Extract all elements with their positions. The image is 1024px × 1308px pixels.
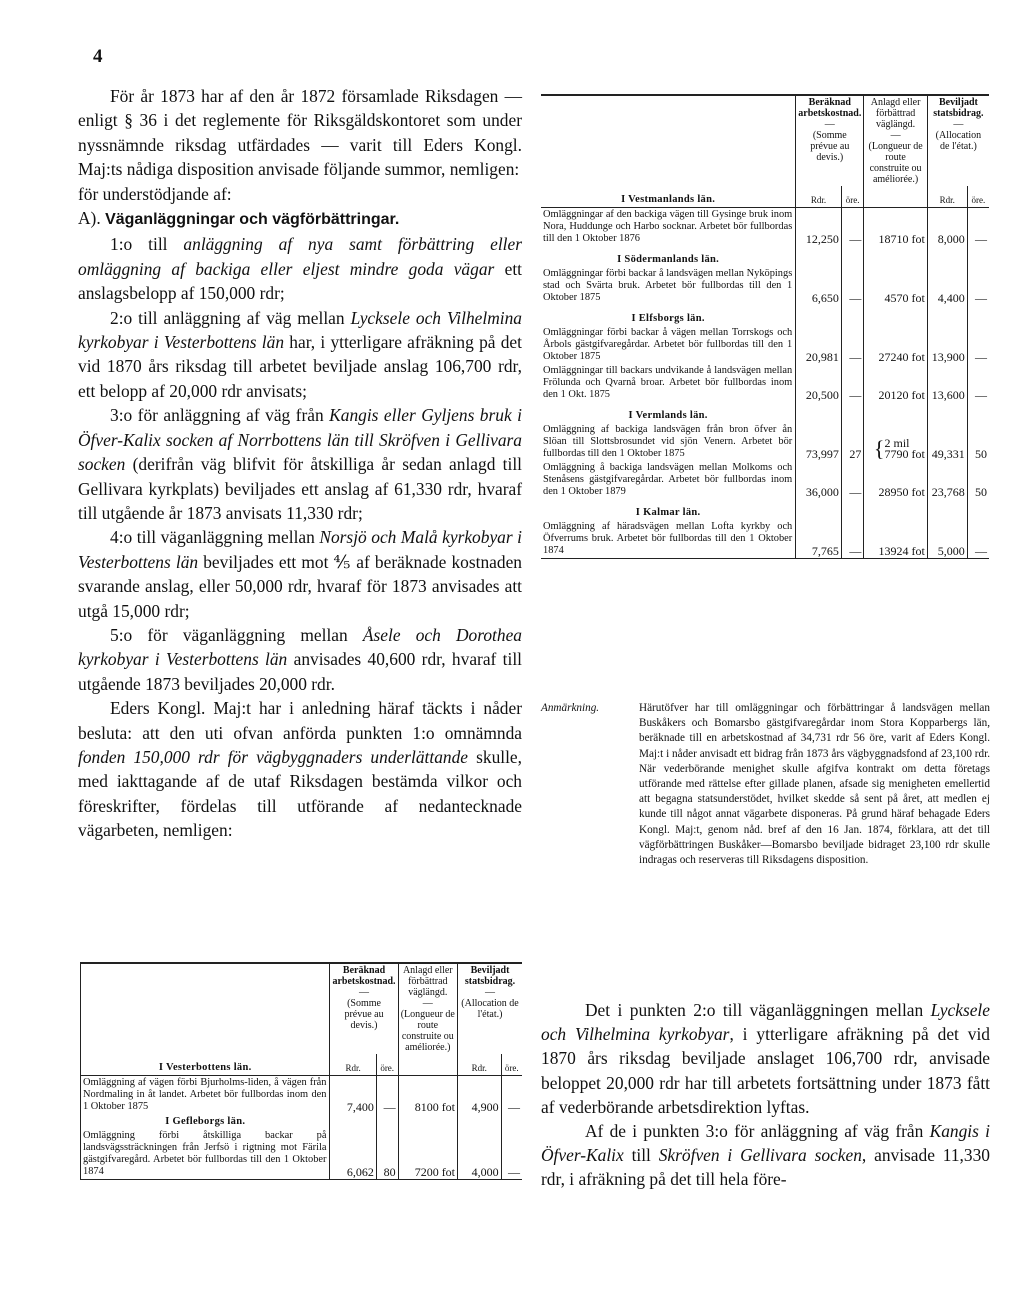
rdr-unit: Rdr.: [458, 1054, 502, 1076]
row-grant: 49,331: [927, 423, 967, 461]
ore-unit: öre.: [504, 1063, 519, 1073]
section-heading-prefix: A).: [78, 208, 101, 229]
rdr-unit: Rdr.: [927, 186, 967, 208]
row-description: Omläggning af backiga landsvägen från bron öfver ån Slöan till Slottsbrosundet vid sjön Venern. Arbetet bör fullbordas till den 1 Oktober 1875: [541, 423, 796, 461]
row-grant-ore: —: [967, 520, 989, 559]
row-cost-ore: —: [841, 208, 864, 247]
county-heading: I Vermlands län.: [541, 402, 796, 423]
row-grant: 4,900: [458, 1076, 502, 1115]
section-heading: [78, 206, 522, 232]
row-length: 4570 fot: [864, 267, 928, 305]
p6-tail: skulle, med iakttagande af de utaf Riksdagen bestämda vilkor och föreskrifter, fördelas till utförande af nedantecknade vägarbeten, nemligen:: [78, 746, 522, 841]
rp2-italic-1: Kangis i Öfver-Kalix: [541, 1121, 990, 1166]
remark-label: Anmärkning.: [541, 702, 600, 714]
row-grant-ore: —: [501, 1129, 522, 1180]
row-description: Omläggningar af den backiga vägen till Gysinge bruk inom Nora, Huddunge och Harbo socknar. Arbetet bör fullbordas till den 1 Oktober 1876: [541, 208, 796, 247]
rp2-lead: Af de i punkten 3:o för anläggning af väg från: [585, 1121, 924, 1142]
p2-lead: 2:o till anläggning af väg mellan: [110, 307, 345, 328]
row-description: Omläggning förbi åtskilliga backar på landsvägssträckningen från Jerfsö i rigtning mot Färila gästgifvaregård. Arbetet bör fullbordas till den 1 Oktober 1874: [81, 1129, 330, 1180]
support-line: för understödjande af:: [78, 183, 232, 204]
grant-header: Beviljadt statsbidrag. — (Allocation de l'état.): [458, 963, 522, 1054]
p1-tail: ett anslagsbelopp af 150,000 rdr;: [78, 258, 522, 304]
row-description: Omläggningar förbi backar å vägen mellan Torrskogs och Årbols gästgifvaregårdar. Arbetet bör fullbordas till den 1 Oktober 1875: [541, 326, 796, 364]
table-row: [541, 326, 989, 364]
row-grant: 5,000: [927, 520, 967, 559]
paragraph-3: [78, 403, 522, 525]
row-cost-ore: 27: [841, 423, 864, 461]
row-grant: 23,768: [927, 461, 967, 499]
length-header: Anlagd eller förbättrad väglängd. — (Longueur de route construite ou améliorée.): [864, 95, 928, 186]
rp1-italic: Lycksele och Vilhelmina kyrkobyar: [541, 1000, 990, 1045]
rdr-unit: Rdr.: [796, 186, 842, 208]
ore-unit: öre.: [376, 1054, 398, 1076]
intro-paragraph: För år 1873 har af den år 1872 församlade Riksdagen — enligt § 36 i det reglemente för Riksgäldskontoret som under nyssnämnde riksdag utfärdades — varit till Eders Kongl. Maj:ts nådiga disposition anvisade följande summor, nemligen:: [78, 86, 522, 180]
row-grant-ore: 50: [975, 485, 987, 499]
table-row: [541, 461, 989, 499]
right-paragraph-2: [541, 1119, 990, 1192]
p3-tail: (derifrån väg blifvit för åtskilliga år sedan anlagd till Gellivara kyrkplats) beviljades ett anslag af 61,330 rdr, hvaraf till utgående år 1873 anvisats 11,330 rdr;: [78, 454, 523, 523]
row-grant-ore: 50: [975, 447, 987, 461]
rdr-unit: Rdr.: [330, 1054, 376, 1076]
right-column: [541, 998, 990, 1192]
page-number: 4: [93, 46, 103, 67]
row-cost: 6,650: [796, 267, 842, 305]
row-description: Omläggningar förbi backar å landsvägen mellan Nyköpings stad och Svärta bruk. Arbetet bör fullbordas till den 1 Oktober 1875: [541, 267, 796, 305]
desc-header: [81, 963, 330, 1054]
paragraph-5: [78, 623, 522, 696]
grant-header: Beviljadt statsbidrag. — (Allocation de l'état.): [927, 95, 989, 186]
length-header: Anlagd eller förbättrad väglängd. — (Longueur de route construite ou améliorée.): [398, 963, 457, 1054]
row-length: 8100 fot: [398, 1076, 457, 1115]
p1-lead: 1:o till: [110, 234, 168, 255]
length-unit: [864, 186, 928, 208]
p5-lead: 5:o för väganläggning mellan: [110, 624, 348, 645]
rp1-tail: , i ytterligare afräkning på det vid 1870 års riksdag beviljade anslaget 106,700 rdr, anvisade beloppet 20,000 rdr har till arbetets fortsättning under 1873 fått af vederbörande arbetsdirektion lyftas.: [541, 1024, 990, 1117]
row-description: Omläggningar till backars undvikande å landsvägen mellan Frölunda och Qvarnå broar. Arbetet bör fullbordas inom den 1 Okt. 1875: [541, 364, 796, 402]
row-grant: 13,900: [927, 326, 967, 364]
p6-lead: Eders Kongl. Maj:t har i anledning häraf täckts i nåder besluta: att den uti ofvan anförda punkten 1:o omnämnda: [78, 698, 522, 743]
p5-italic: Åsele och Dorothea kyrkobyar i Vesterbottens län: [78, 624, 522, 670]
row-length: 18710 fot: [864, 208, 928, 247]
county-heading: I Gefleborgs län.: [81, 1114, 330, 1129]
length-unit: [398, 1054, 457, 1076]
row-grant-ore: —: [967, 208, 989, 247]
row-cost: 7,765: [796, 520, 842, 559]
road-works-table-left: [80, 962, 522, 1180]
row-length: 27240 fot: [864, 326, 928, 364]
ore-unit: öre.: [841, 186, 864, 208]
right-paragraph-1: [541, 998, 990, 1119]
p4-tail: beviljades ett mot ⅘ af beräknade kostnaden svarande anslag, eller 50,000 rdr, hvaraf för 1873 anvisades att utgå 15,000 rdr;: [78, 551, 522, 621]
row-cost: 7,400: [330, 1076, 376, 1115]
section-heading-title: Väganläggningar och vägförbättringar.: [105, 211, 400, 229]
rp2-italic-2: Skröfven i Gellivara socken: [658, 1145, 862, 1166]
table-row: [81, 1129, 523, 1180]
row-length: {2 mil 7790 fot: [864, 423, 928, 461]
p2-italic: Lycksele och Vilhelmina kyrkobyar i Vesterbottens län: [78, 307, 522, 353]
p3-lead: 3:o för anläggning af väg från: [110, 405, 324, 426]
cost-header: Beräknad arbetskostnad. — (Somme prévue au devis.): [796, 95, 864, 186]
county-heading: I Vestmanlands län.: [541, 186, 796, 208]
p4-italic: Norsjö och Malå kyrkobyar i Vesterbottens län: [78, 527, 522, 572]
table-row: [541, 208, 989, 247]
county-heading: I Elfsborgs län.: [541, 305, 796, 326]
row-grant: 8,000: [927, 208, 967, 247]
row-description: Omläggning af häradsvägen mellan Lofta kyrkby och Öfverrums bruk. Arbetet bör fullbordas till den 1 Oktober 1874: [541, 520, 796, 559]
road-works-table-right: [541, 94, 989, 559]
row-cost: 12,250: [796, 208, 842, 247]
p6-italic: fonden 150,000 rdr för vägbyggnaders underlättande: [78, 746, 469, 767]
p2-tail: har, i ytterligare afräkning på det vid 1870 års riksdag till arbetet beviljade anslag 106,700 rdr, ett belopp af 20,000 rdr anvisats;: [78, 332, 522, 401]
row-cost-ore: —: [841, 364, 864, 402]
p3-italic: Kangis eller Gyljens bruk i Öfver-Kalix socken af Norrbottens län till Skröfven i Gellivara socken: [78, 405, 522, 475]
row-description: Omläggning å backiga landsvägen mellan Molkoms och Stenåsens gästgifvaregårdar. Arbetet bör fullbordas inom den 1 Oktober 1879: [541, 461, 796, 499]
remark-note: [541, 701, 990, 868]
row-grant: 13,600: [927, 364, 967, 402]
paragraph-2: [78, 306, 522, 404]
rp2-tail: , anvisade 11,330 rdr, i afräkning på det till hela före-: [541, 1145, 990, 1190]
table-row: [541, 364, 989, 402]
paragraph-1: [78, 232, 522, 305]
row-grant-ore: —: [975, 291, 987, 305]
row-cost: 36,000: [796, 461, 842, 499]
brace-icon: {: [873, 436, 885, 461]
row-grant-ore: —: [501, 1076, 522, 1115]
row-cost: 20,981: [796, 326, 842, 364]
row-cost-ore: —: [841, 326, 864, 364]
row-cost-ore: —: [841, 267, 864, 305]
row-cost-ore: 80: [376, 1129, 398, 1180]
cost-header: Beräknad arbetskostnad. — (Somme prévue au devis.): [330, 963, 398, 1054]
left-column: [78, 84, 522, 843]
row-cost: 6,062: [330, 1129, 376, 1180]
row-grant-ore: —: [975, 350, 987, 364]
table-row: [541, 267, 989, 305]
county-heading: I Kalmar län.: [541, 499, 796, 520]
row-grant: 4,400: [927, 267, 967, 305]
table-row: [81, 1076, 523, 1115]
desc-header: [541, 95, 796, 186]
row-cost-ore: —: [841, 461, 864, 499]
county-heading: I Vesterbottens län.: [81, 1054, 330, 1076]
paragraph-4: [78, 525, 522, 623]
ore-unit: öre.: [971, 195, 986, 205]
row-length: 28950 fot: [864, 461, 928, 499]
row-grant-ore: —: [975, 388, 987, 402]
p5-tail: anvisades 40,600 rdr, hvaraf till utgående 1873 beviljades 20,000 rdr.: [78, 649, 522, 694]
row-cost: 20,500: [796, 364, 842, 402]
county-heading: I Södermanlands län.: [541, 246, 796, 267]
row-cost-ore: —: [841, 520, 864, 559]
p1-italic: anläggning af nya samt förbättring eller omläggning af backiga eller eljest mindre goda vägar: [78, 234, 522, 279]
row-length: 13924 fot: [864, 520, 928, 559]
paragraph-6: [78, 696, 522, 842]
table-row: [541, 520, 989, 559]
row-length: 7200 fot: [398, 1129, 457, 1180]
rp1-lead: Det i punkten 2:o till väganläggningen mellan: [585, 1000, 924, 1020]
remark-text: Härutöfver har till omläggningar och förbättringar å landsvägen mellan Buskåkers och Bomarsbo gästgifvaregårdar inom Stora Kopparbergs län, beräknade till en arbetskostnad af 34,731 rdr 56 öre, varit af Eders Kongl. Maj:t i nåder anvisadt ett bidrag från 1873 års vägbyggnadsfond af 23,100 rdr. När vederbörande menighet skulle afgifva kontrakt om detta företags utförande med rättelse efter gillade planen, afsade sig menigheten emellertid att begagna statsunderstödet, hvilket skedde så sent på året, att medlen ej kunde till något annat vägarbete disponeras. På grund häraf behagade Eders Kongl. Maj:t, genom nåd. bref af den 16 Jan. 1874, förklara, att det till vägförbättringen Buskåker—Bomarsbo beviljade bidraget 23,100 rdr skulle indragas och reserveras till Riksdagens disposition.: [639, 702, 990, 867]
row-grant: 4,000: [458, 1129, 502, 1180]
p4-lead: 4:o till väganläggning mellan: [110, 527, 315, 548]
row-cost-ore: —: [376, 1076, 398, 1115]
row-length: 20120 fot: [864, 364, 928, 402]
row-cost: 73,997: [796, 423, 842, 461]
row-description: Omläggning af vägen förbi Bjurholms-liden, å vägen från Nordmaling in åt landet. Arbetet bör fullbordas inom den 1 Oktober 1875: [81, 1076, 330, 1115]
table-row: [541, 423, 989, 461]
rp2-mid: till: [631, 1145, 651, 1166]
